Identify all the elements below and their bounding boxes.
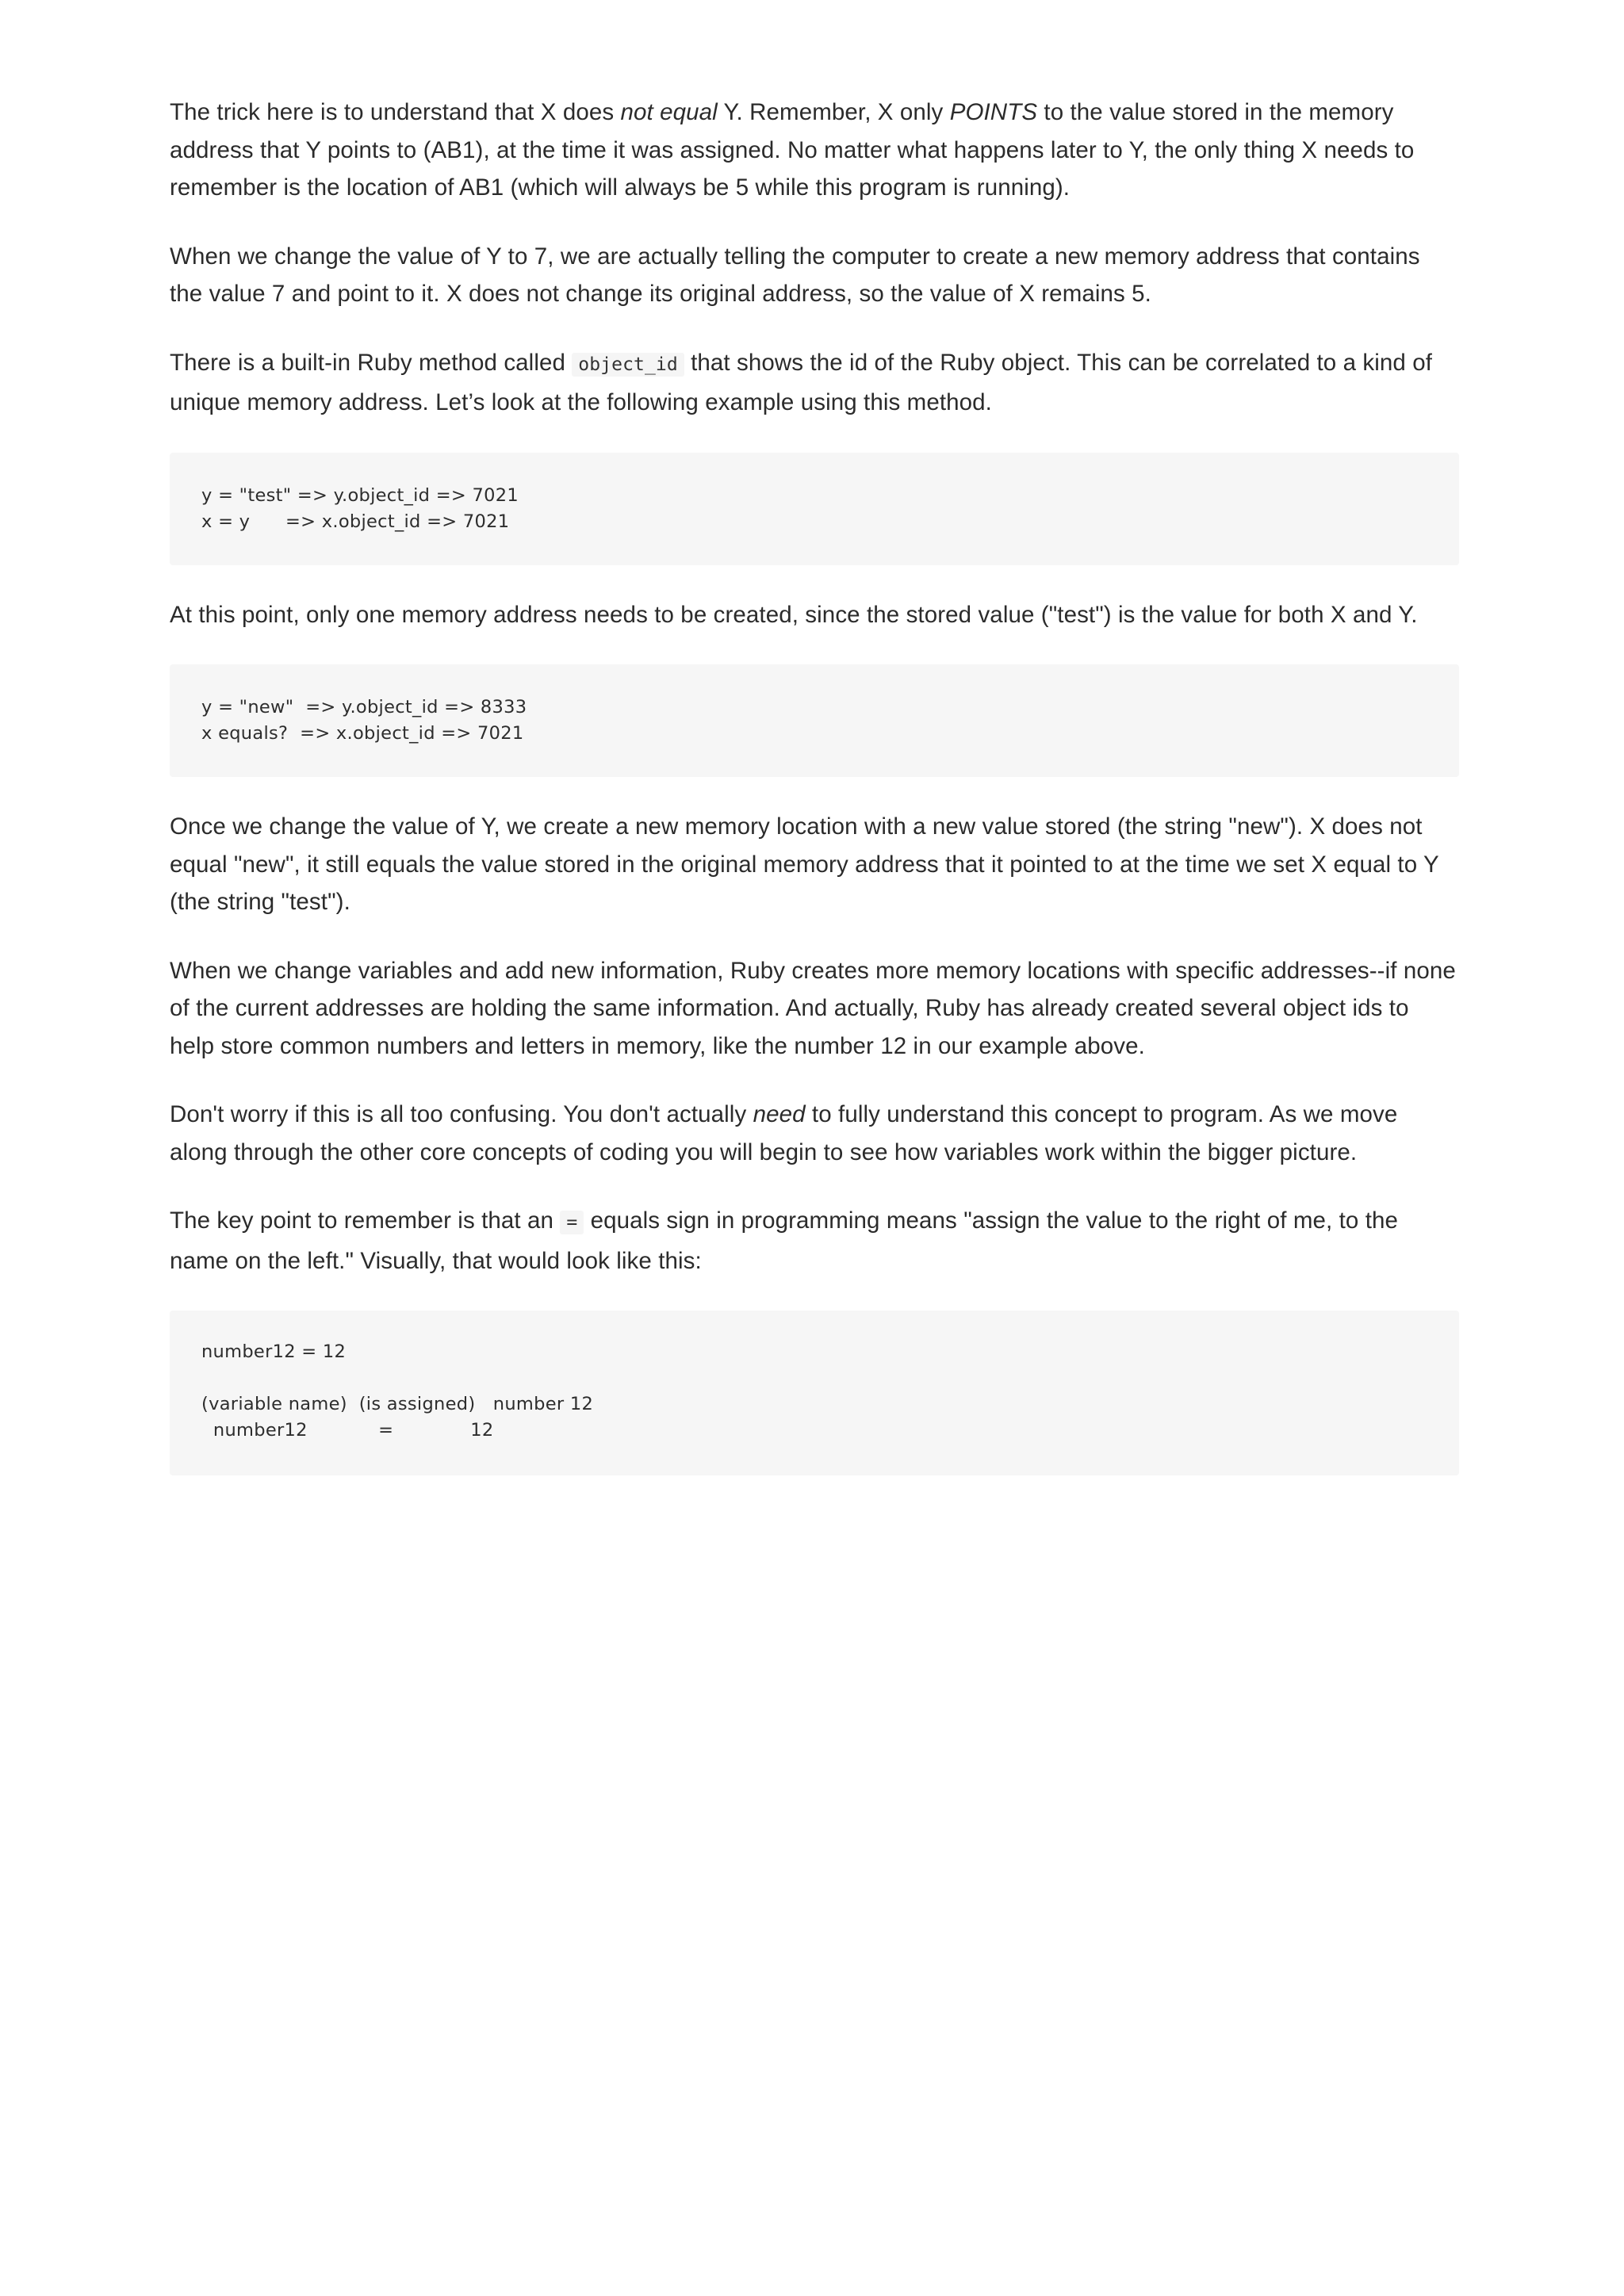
paragraph-text: The key point to remember is that an [170,1207,561,1234]
paragraph-one-address: At this point, only one memory address needs to be created, since the stored value ("test") is the value for both X and Y. [170,601,1418,628]
emphasis-need: need [753,1101,806,1127]
emphasis-points: POINTS [949,99,1038,125]
paragraph-ruby-memory: When we change variables and add new information, Ruby creates more memory locations with specific addresses--if none of the current addresses are holding the same information. And actually, Ruby has already created several object ids to help store common numbers and letters in memory, like the number 12 in our example above. [170,957,1456,1059]
paragraph-trick [170,94,1459,207]
paragraph-new-location: Once we change the value of Y, we create a new memory location with a new value stored (the string "new"). X does not equal "new", it still equals the value stored in the original memory address that it pointed to at the time we set X equal to Y (the string "test"). [170,813,1439,915]
paragraph-text: to fully understand this concept to program. As we move along through the other core concepts of coding you will begin to see how variables work within the bigger picture. [170,1101,1398,1165]
paragraph-dont-worry [170,1096,1459,1171]
code-line: x equals? => x.object_id => 7021 [201,723,524,744]
inline-code-equals: = [560,1211,584,1234]
code-block-assignment-visual [170,1311,1459,1475]
document-page [170,94,1459,1506]
paragraph-text: Don't worry if this is all too confusing. You don't actually [170,1101,753,1127]
code-block-new-value [170,664,1459,777]
inline-code-object-id: object_id [572,353,684,377]
paragraph-text: Y. Remember, X only [717,99,950,125]
paragraph-text: to the value stored in the memory address that Y points to (AB1), at the time it was assigned. No matter what happens later to Y, the only thing X needs to remember is the location of AB1 (which will always be 5 while this program is running). [170,99,1415,201]
paragraph-text: equals sign in programming means "assign the value to the right of me, to the name on the left." Visually, that would look like this: [170,1207,1399,1274]
paragraph-key-point [170,1202,1459,1280]
code-line: y = "test" => y.object_id => 7021 [201,484,519,506]
code-line: y = "new" => y.object_id => 8333 [201,697,527,718]
code-line-blank [201,1365,1427,1391]
emphasis-not-equal: not equal [620,99,718,125]
code-line: (variable name) (is assigned) number 12 [201,1394,594,1414]
code-line: number12 = 12 [201,1341,347,1362]
paragraph-text: The trick here is to understand that X does [170,99,621,125]
paragraph-text: There is a built-in Ruby method called [170,349,573,376]
paragraph-text: that shows the id of the Ruby object. This can be correlated to a kind of unique memory address. Let’s look at the following example using this method. [170,349,1433,415]
paragraph-object-id [170,344,1459,422]
code-line: x = y => x.object_id => 7021 [201,511,510,532]
paragraph-change-value: When we change the value of Y to 7, we are actually telling the computer to create a new memory address that contains the value 7 and point to it. X does not change its original address, so the value of X remains 5. [170,243,1420,307]
code-line: number12 = 12 [201,1420,494,1441]
code-block-object-id-example [170,453,1459,565]
